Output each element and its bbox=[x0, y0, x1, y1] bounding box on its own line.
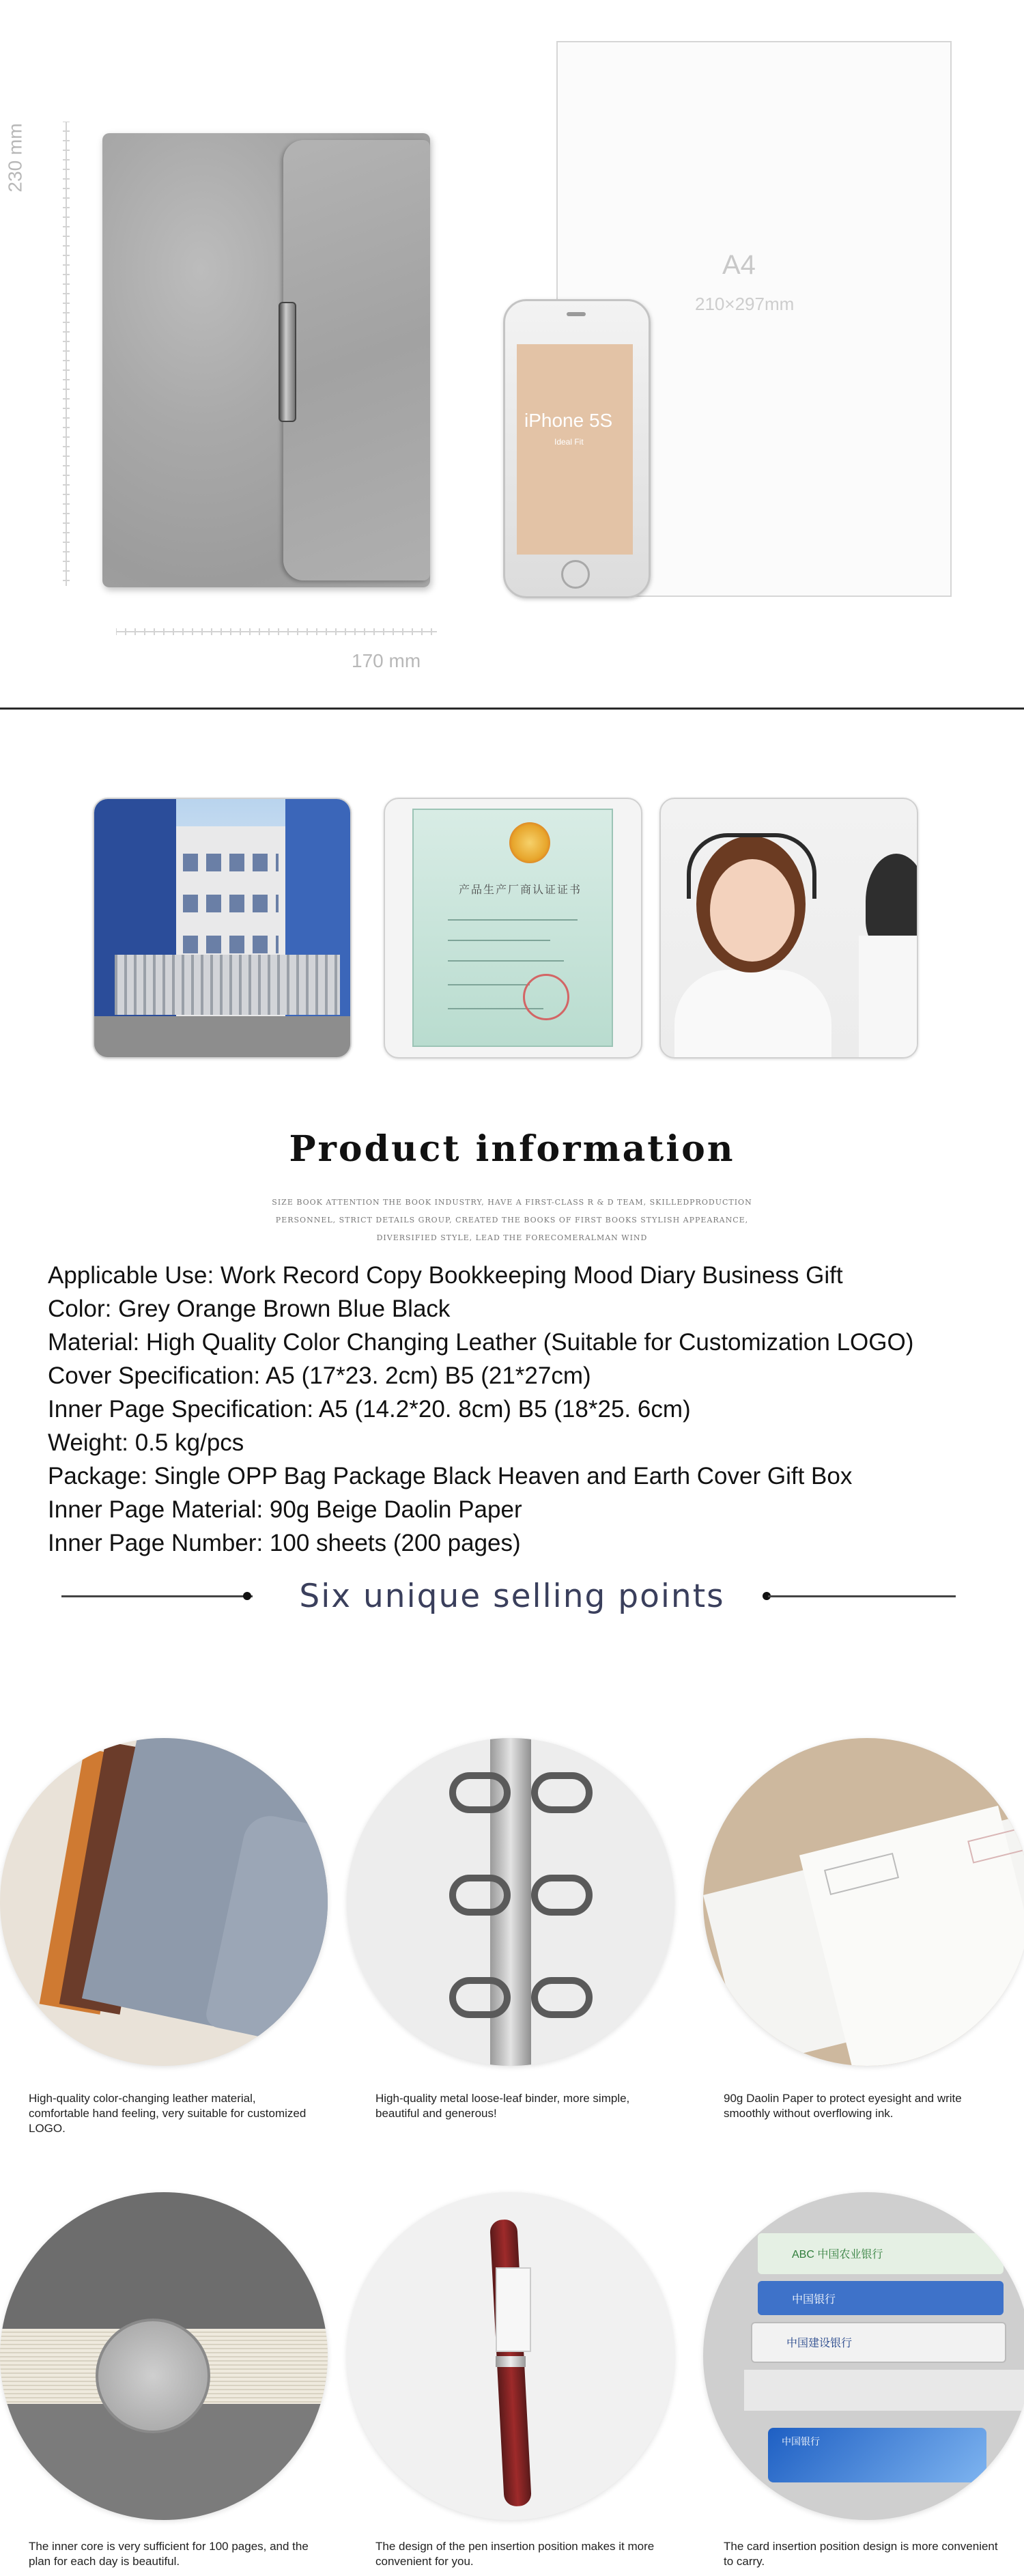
ring-icon bbox=[449, 1772, 511, 1813]
selling-point-5-caption: The design of the pen insertion position makes it more convenient for you. bbox=[375, 2540, 655, 2568]
customer-service-photo bbox=[659, 798, 918, 1059]
selling-point-3-caption: 90g Daolin Paper to protect eyesight and write smoothly without overflowing ink. bbox=[724, 2092, 962, 2120]
height-ruler bbox=[61, 122, 71, 586]
certificate-line bbox=[448, 960, 564, 962]
spec-applicable-use: Applicable Use: Work Record Copy Bookkeeping Mood Diary Business Gift bbox=[48, 1262, 843, 1289]
bank-card-label: 中国建设银行 bbox=[786, 2338, 853, 2349]
a4-label: A4 bbox=[722, 250, 756, 280]
height-label: 230 mm bbox=[4, 123, 26, 193]
certificate-photo bbox=[384, 798, 642, 1059]
width-label: 170 mm bbox=[352, 650, 421, 671]
spec-material: Material: High Quality Color Changing Leather (Suitable for Customization LOGO) bbox=[48, 1329, 914, 1356]
bank-card-label: ABC 中国农业银行 bbox=[792, 2249, 883, 2260]
paper-quality-image bbox=[703, 1738, 1024, 2066]
pen-ring bbox=[496, 2356, 526, 2367]
agent-shirt bbox=[674, 970, 831, 1059]
spec-color: Color: Grey Orange Brown Blue Black bbox=[48, 1296, 451, 1322]
bank-card-label: 中国银行 bbox=[782, 2436, 820, 2447]
selling-point-2-caption: High-quality metal loose-leaf binder, more simple, beautiful and generous! bbox=[375, 2092, 630, 2120]
selling-points-title: Six unique selling points bbox=[299, 1578, 725, 1615]
second-agent-hair bbox=[866, 854, 918, 949]
spec-package: Package: Single OPP Bag Package Black Heaven and Earth Cover Gift Box bbox=[48, 1463, 853, 1489]
factory-building-photo bbox=[93, 798, 352, 1059]
product-info-title: Product information bbox=[289, 1128, 735, 1170]
certificate-paper bbox=[412, 809, 613, 1047]
spec-inner-material: Inner Page Material: 90g Beige Daolin Paper bbox=[48, 1496, 522, 1523]
selling-point-1-caption: High-quality color-changing leather material, comfortable hand feeling, very suitable for customized LOGO. bbox=[29, 2092, 307, 2135]
bank-card bbox=[768, 2428, 986, 2482]
window-row bbox=[183, 895, 279, 912]
size-comparison-section bbox=[0, 0, 1024, 710]
ring-icon bbox=[531, 1875, 593, 1916]
spec-inner-number: Inner Page Number: 100 sheets (200 pages) bbox=[48, 1530, 521, 1556]
window-row bbox=[183, 936, 279, 953]
phone-speaker bbox=[567, 312, 586, 316]
headset-icon bbox=[687, 833, 816, 899]
product-info-subtitle: SIZE BOOK ATTENTION THE BOOK INDUSTRY, HAVE A FIRST-CLASS R & D TEAM, SKILLEDPRODUCTION PERSONNEL, STRICT DETAILS GROUP, CREATED THE BOOKS OF FIRST BOOKS STYLISH APPEARANCE, DIVERSIFIED STYLE, LEAD THE FORECOMERALMAN WIND bbox=[272, 1198, 752, 1242]
spec-weight: Weight: 0.5 kg/pcs bbox=[48, 1429, 244, 1456]
bank-card-label: 中国银行 bbox=[792, 2294, 836, 2306]
spec-cover-size: Cover Specification: A5 (17*23. 2cm) B5 (21*27cm) bbox=[48, 1362, 591, 1389]
certificate-line bbox=[448, 984, 530, 985]
cover-top bbox=[0, 2192, 328, 2329]
phone-label: iPhone 5S bbox=[524, 410, 613, 431]
pen-loop bbox=[496, 2267, 531, 2352]
certificate-line bbox=[448, 919, 578, 921]
selling-point-6-caption: The card insertion position design is more convenient to carry. bbox=[724, 2540, 998, 2568]
pen-holder-image bbox=[347, 2192, 674, 2520]
folder-clasp bbox=[279, 302, 296, 422]
ring-icon bbox=[531, 1772, 593, 1813]
coin-icon bbox=[96, 2319, 210, 2433]
phone-home-button bbox=[561, 560, 590, 589]
spec-inner-size: Inner Page Specification: A5 (14.2*20. 8cm) B5 (18*25. 6cm) bbox=[48, 1396, 691, 1423]
bank-card bbox=[751, 2322, 1006, 2363]
width-ruler bbox=[116, 627, 437, 636]
second-agent-shirt bbox=[859, 936, 918, 1059]
phone-sublabel: Ideal Fit bbox=[554, 437, 584, 447]
leather-material-image bbox=[0, 1738, 328, 2066]
ring-icon bbox=[449, 1977, 511, 2018]
ring-icon bbox=[531, 1977, 593, 2018]
a4-dimension: 210×297mm bbox=[695, 294, 795, 314]
selling-points-rule-right bbox=[768, 1595, 956, 1597]
selling-point-4-caption: The inner core is very sufficient for 100 pages, and the plan for each day is beautiful. bbox=[29, 2540, 309, 2568]
emblem-icon bbox=[509, 822, 550, 863]
seal-stamp-icon bbox=[523, 974, 569, 1020]
ring-icon bbox=[449, 1875, 511, 1916]
bank-card bbox=[758, 2233, 1004, 2274]
binder-rings-image bbox=[347, 1738, 674, 2066]
phone-screen bbox=[517, 344, 633, 555]
card-pocket bbox=[744, 2370, 1024, 2411]
certificate-title: 产品生产厂商认证证书 bbox=[459, 883, 582, 896]
inner-core-image bbox=[0, 2192, 328, 2520]
section-divider bbox=[0, 708, 1024, 710]
ground bbox=[94, 1016, 350, 1057]
certificate-line bbox=[448, 940, 550, 941]
folder-flap bbox=[283, 140, 430, 580]
window-row bbox=[183, 854, 279, 871]
bank-card bbox=[758, 2281, 1004, 2315]
factory-gate bbox=[115, 955, 340, 1015]
card-slots-image bbox=[703, 2192, 1024, 2520]
